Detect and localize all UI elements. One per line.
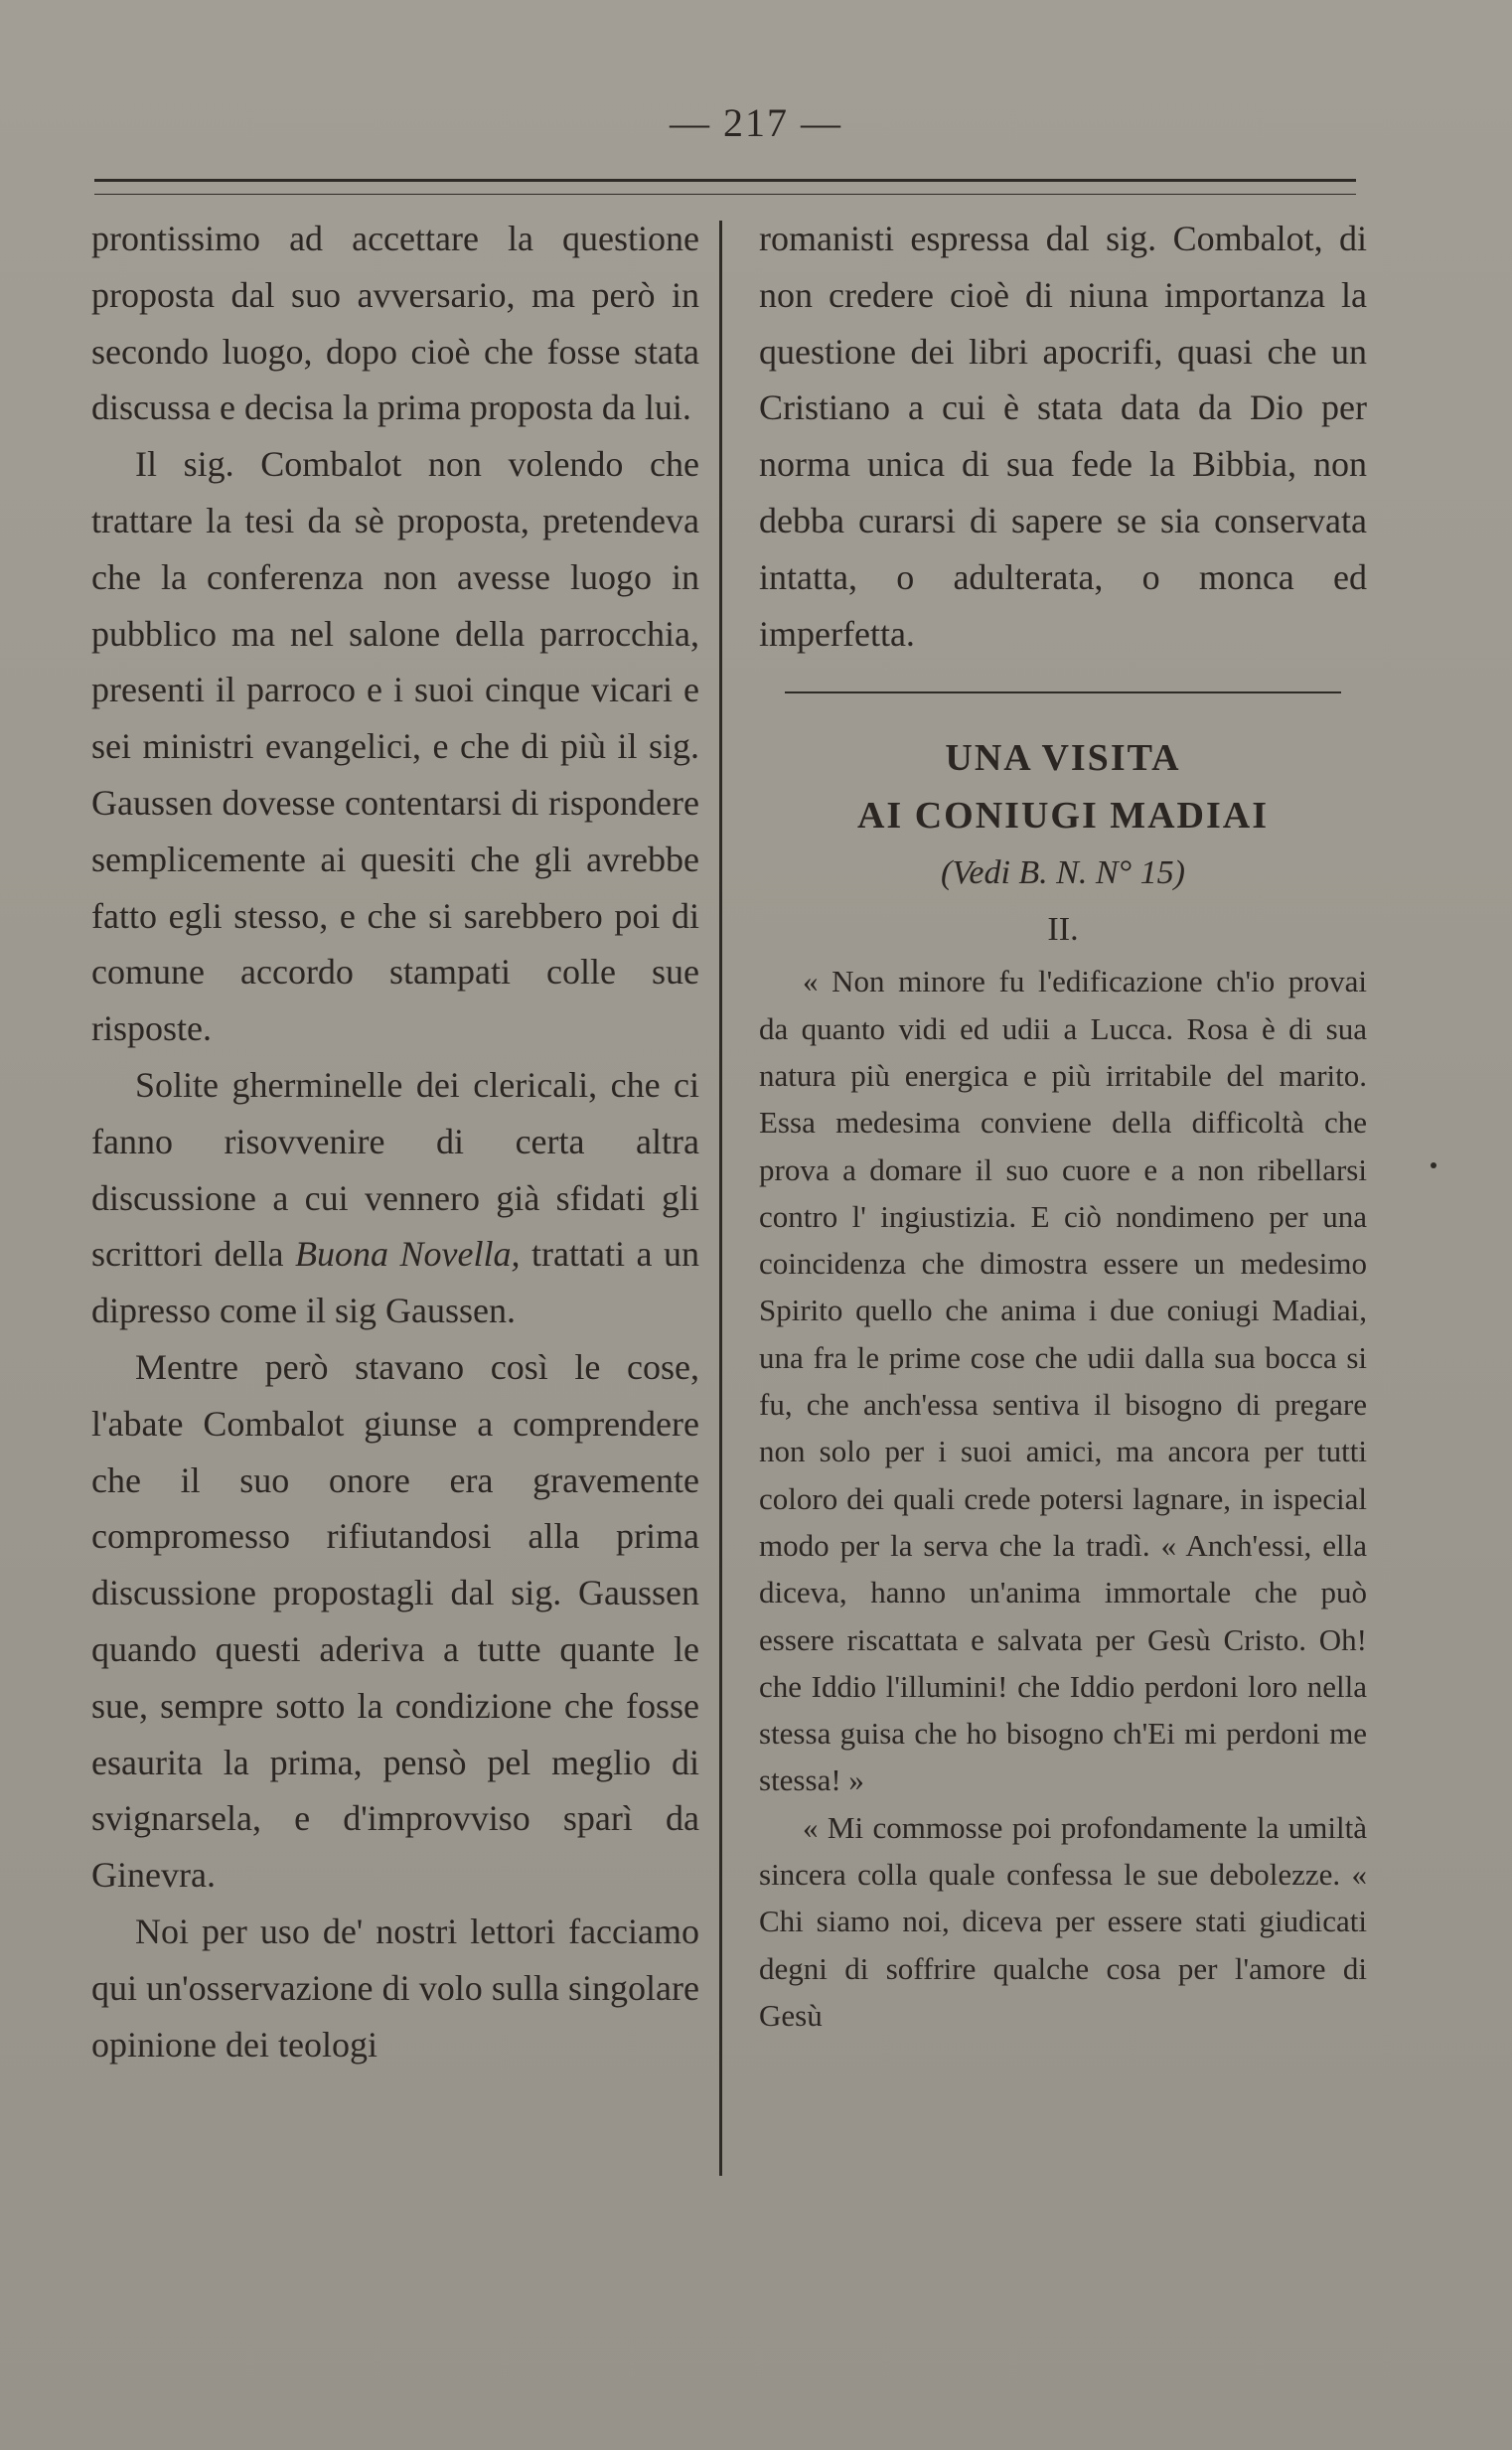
- paragraph-romanisti: romanisti espressa dal sig. Combalot, di non credere cioè di niuna importanza la questione dei libri apocrifi, quasi che un Cristiano a cui è stata data da Dio per norma unica di sua fede la Bibbia, non debba curarsi di sapere se sia conservata intatta, o adulterata, o monca ed imperfetta.: [759, 219, 1367, 654]
- page-number: — 217 —: [670, 100, 842, 145]
- paragraph-continuation: prontissimo ad accettare la questione proposta dal suo avversario, ma però in secondo luogo, dopo cioè che fosse stata discussa e decisa la prima proposta da lui.: [91, 219, 699, 428]
- header-rule: [94, 179, 1356, 195]
- left-column: [91, 211, 699, 2072]
- article-section-number: II.: [1047, 911, 1079, 949]
- article-title-line2: AI CONIUGI MADIAI: [856, 795, 1270, 838]
- section-rule: [785, 691, 1341, 693]
- paragraph-text: Solite gherminelle dei clericali, che ci fanno risovvenire di certa altra discussione a cui vennero già sfidati gli scrittori della: [91, 1064, 699, 1275]
- paragraph-umilta: « Mi commosse poi profondamente la umiltà sincera colla quale confessa le sue debolezze. « Chi siamo noi, diceva per essere stati giudicati degni di soffrire qualche cosa per l'amore di Gesù: [759, 1809, 1367, 2033]
- paragraph-edificazione: « Non minore fu l'edificazione ch'io provai da quanto vidi ed udii a Lucca. Rosa è di sua natura più energica e più irritabile del marito. Essa medesima conviene della difficoltà che prova a domare il suo cuore e a non ribellarsi contro l' ingiustizia. E ciò nondimeno per una coincidenza che dimostra essere un medesimo Spirito quello che anima i due coniugi Madiai, una fra le prime cose che udii dalla sua bocca si fu, che anch'essa sentiva il bisogno di pregare non solo per i suoi amici, ma ancora per tutti coloro dei quali crede potersi lagnare, in ispecial modo per la serva che la tradì. « Anch'essi, ella diceva, hanno un'anima immortale che può essere riscattata e salvata per Gesù Cristo. Oh! che Iddio l'illumini! che Iddio perdoni loro nella stessa guisa che ho bisogno ch'Ei mi perdoni me stessa! »: [759, 964, 1367, 1798]
- article-reference: (Vedi B. N. N° 15): [941, 854, 1185, 892]
- paragraph-clericali: [91, 1057, 699, 1339]
- article-title-line1: UNA VISITA: [945, 737, 1181, 780]
- paragraph-combalot-leaves: Mentre però stavano così le cose, l'abate Combalot giunse a comprendere che il suo onore era gravemente compromesso rifiutandosi alla prima discussione propostagli dal sig. Gaussen quando questi aderiva a tutte quante le sue, sempre sotto la condizione che fosse esaurita la prima, pensò pel meglio di svignarsela, e d'improvviso sparì da Ginevra.: [91, 1346, 699, 1896]
- journal-title: Buona Novella,: [295, 1234, 521, 1275]
- ink-spot: [1431, 1162, 1436, 1168]
- paragraph-observation: Noi per uso de' nostri lettori facciamo qui un'osservazione di volo sulla singolare opinione dei teologi: [91, 1911, 699, 2065]
- right-column: [759, 211, 1367, 2039]
- paragraph-combalot-conference: Il sig. Combalot non volendo che trattare la tesi da sè proposta, pretendeva che la conferenza non avesse luogo in pubblico ma nel salone della parrocchia, presenti il parroco e i suoi cinque vicari e sei ministri evangelici, e che di più il sig. Gaussen dovesse contentarsi di rispondere semplicemente ai quesiti che gli avrebbe fatto egli stesso, e che si sarebbero poi di comune accordo stampati colle sue risposte.: [91, 444, 699, 1049]
- column-divider: [719, 221, 722, 2176]
- paragraph-text: trattati a un dipresso come il sig Gaussen.: [91, 1234, 700, 1331]
